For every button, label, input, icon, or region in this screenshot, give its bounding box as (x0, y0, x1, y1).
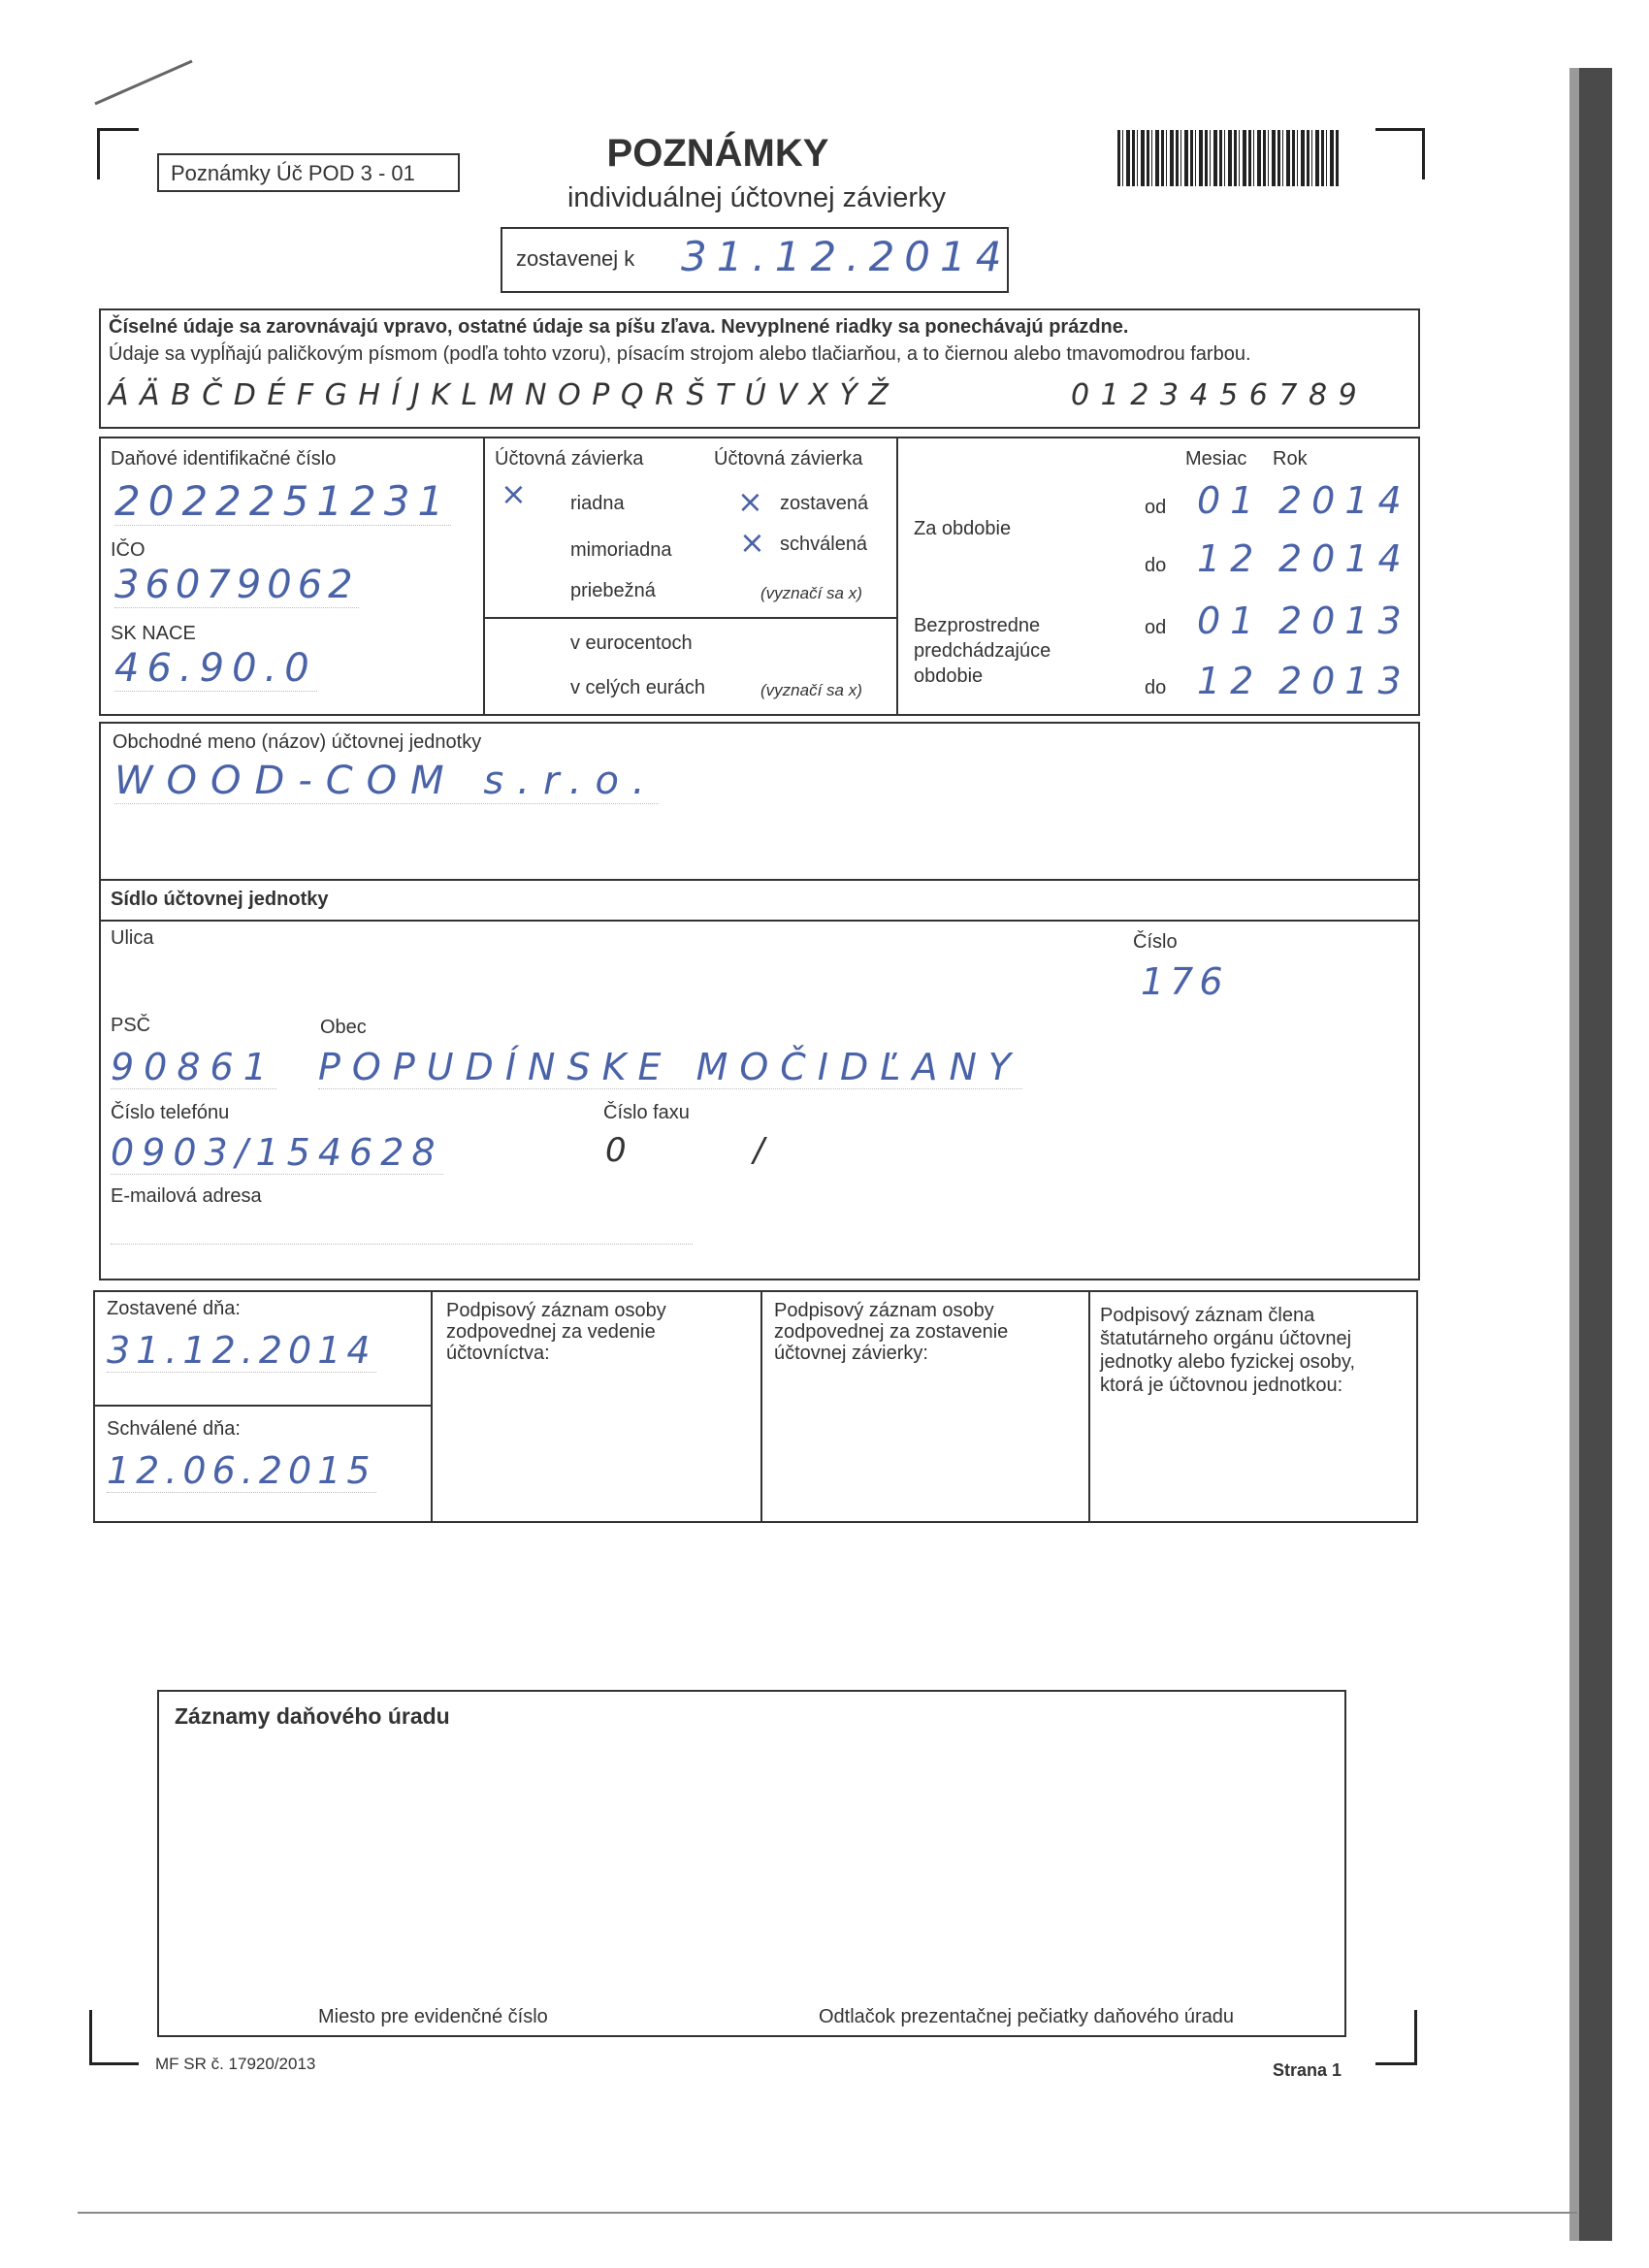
previous-from-month: 01 (1197, 599, 1264, 642)
corner-mark-bottom-right (1375, 2010, 1417, 2065)
statement-mark-note: (vyznačí sa x) (760, 584, 862, 602)
compiled-state-label: zostavená (780, 493, 869, 514)
signature-accounting-label: Podpisový záznam osoby zodpovednej za vedenie účtovníctva: (446, 1300, 666, 1364)
ico-label: IČO (111, 539, 146, 561)
current-period-label: Za obdobie (914, 518, 1012, 539)
email-field[interactable] (111, 1234, 693, 1245)
approved-state-label: schválená (780, 534, 868, 555)
number-label: Číslo (1133, 931, 1178, 953)
euros-label: v celých eurách (570, 677, 705, 698)
page-edge-bottom (78, 2212, 1577, 2214)
extraordinary-label: mimoriadna (570, 539, 672, 561)
divider (93, 1405, 433, 1407)
divider (760, 1290, 762, 1523)
compiled-date-box (501, 227, 1012, 293)
template-digits: 0 1 2 3 4 5 6 7 8 9 (1071, 378, 1357, 412)
company-name-value: WOOD-COM s.r.o. (114, 759, 659, 803)
divider (99, 920, 1420, 922)
divider (431, 1290, 433, 1523)
year-label: Rok (1273, 448, 1308, 470)
barcode (1117, 130, 1339, 186)
previous-period-label-2: predchádzajúce (914, 640, 1051, 662)
statement-header-left: Účtovná závierka (495, 448, 644, 470)
current-to-label: do (1145, 555, 1167, 576)
instructions-line1: Číselné údaje sa zarovnávajú vpravo, ostatné údaje sa píšu zľava. Nevyplnené riadky sa ponechávajú prázdne. (109, 316, 1129, 338)
previous-period-label-3: obdobie (914, 665, 984, 687)
fax-label: Číslo faxu (603, 1102, 690, 1123)
dic-label: Daňové identifikačné číslo (111, 448, 337, 470)
approved-on-label: Schválené dňa: (107, 1418, 241, 1440)
page-subtitle: individuálnej účtovnej závierky (566, 182, 947, 213)
month-label: Mesiac (1185, 448, 1247, 470)
ico-value: 36079062 (114, 563, 359, 607)
ordinary-checkbox[interactable]: × (501, 475, 527, 512)
corner-mark-top-left (97, 128, 139, 179)
previous-period-label-1: Bezprostredne (914, 615, 1041, 636)
divider (1088, 1290, 1090, 1523)
divider (896, 437, 898, 716)
ordinary-label: riadna (570, 493, 625, 514)
address-section-label: Sídlo účtovnej jednotky (111, 889, 329, 910)
number-value: 176 (1141, 960, 1229, 1003)
pen-mark (87, 53, 204, 112)
nace-label: SK NACE (111, 623, 196, 644)
evidence-number-label: Miesto pre evidenčné číslo (318, 2006, 548, 2027)
form-code-box (157, 153, 460, 192)
compiled-label: zostavenej k (516, 246, 635, 271)
email-label: E-mailová adresa (111, 1185, 262, 1207)
nace-value: 46.90.0 (114, 646, 317, 691)
compiled-date-value: 31.12.2014 (681, 233, 1012, 280)
current-from-label: od (1145, 497, 1167, 518)
instructions-line2: Údaje sa vypĺňajú paličkovým písmom (podľa tohto vzoru), písacím strojom alebo tlačiarňou, a to čiernou alebo tmavomodrou farbou. (109, 343, 1251, 365)
signature-statutory-label: Podpisový záznam člena štatutárneho orgánu účtovnej jednotky alebo fyzickej osoby, ktorá je účtovnou jednotkou: (1100, 1305, 1356, 1396)
page-title: POZNÁMKY (606, 132, 829, 175)
phone-value: 0903/154628 (111, 1131, 443, 1174)
previous-from-label: od (1145, 617, 1167, 638)
form-code: Poznámky Úč POD 3 - 01 (171, 161, 415, 185)
compiled-checkbox[interactable]: × (737, 483, 763, 520)
city-value: POPUDÍNSKE MOČIDĽANY (318, 1046, 1023, 1088)
current-to-month: 12 (1197, 537, 1264, 580)
corner-mark-bottom-left (89, 2010, 139, 2065)
compiled-on-label: Zostavené dňa: (107, 1298, 241, 1319)
instructions-box (99, 308, 1420, 429)
approved-on-value: 12.06.2015 (107, 1449, 376, 1492)
stamp-label: Odtlačok prezentačnej pečiatky daňového úradu (819, 2006, 1235, 2027)
fax-value: 0 / (605, 1131, 823, 1170)
previous-to-month: 12 (1197, 660, 1264, 702)
street-label: Ulica (111, 927, 154, 949)
zip-value: 90861 (111, 1046, 276, 1088)
previous-to-year: 2013 (1278, 660, 1411, 702)
cents-label: v eurocentoch (570, 632, 693, 654)
corner-mark-top-right (1375, 128, 1425, 179)
previous-from-year: 2013 (1278, 599, 1411, 642)
current-from-month: 01 (1197, 479, 1264, 522)
company-name-block (99, 722, 1420, 881)
current-from-year: 2014 (1278, 479, 1411, 522)
divider (483, 437, 485, 716)
page-edge-shadow (1579, 68, 1612, 2241)
zip-label: PSČ (111, 1015, 151, 1036)
dic-value: 2022251231 (114, 477, 452, 525)
signature-compiler-label: Podpisový záznam osoby zodpovednej za zostavenie účtovnej závierky: (774, 1300, 1009, 1364)
statement-header-right: Účtovná závierka (714, 448, 863, 470)
approved-checkbox[interactable]: × (739, 524, 765, 561)
page-number: Strana 1 (1273, 2060, 1342, 2080)
tax-office-block (157, 1690, 1346, 2037)
compiled-on-value: 31.12.2014 (107, 1329, 376, 1372)
template-letters: Á Ä B Č D É F G H Í J K L M N O P Q R Š T Ú V X Ý Ž (109, 378, 889, 412)
tax-office-title: Záznamy daňového úradu (175, 1703, 450, 1729)
divider (483, 617, 898, 619)
previous-to-label: do (1145, 677, 1167, 698)
current-to-year: 2014 (1278, 537, 1411, 580)
interim-label: priebežná (570, 580, 656, 601)
phone-label: Číslo telefónu (111, 1102, 230, 1123)
ministry-reference: MF SR č. 17920/2013 (155, 2055, 316, 2073)
company-name-label: Obchodné meno (názov) účtovnej jednotky (113, 731, 482, 753)
currency-mark-note: (vyznačí sa x) (760, 681, 862, 699)
city-label: Obec (320, 1017, 367, 1038)
